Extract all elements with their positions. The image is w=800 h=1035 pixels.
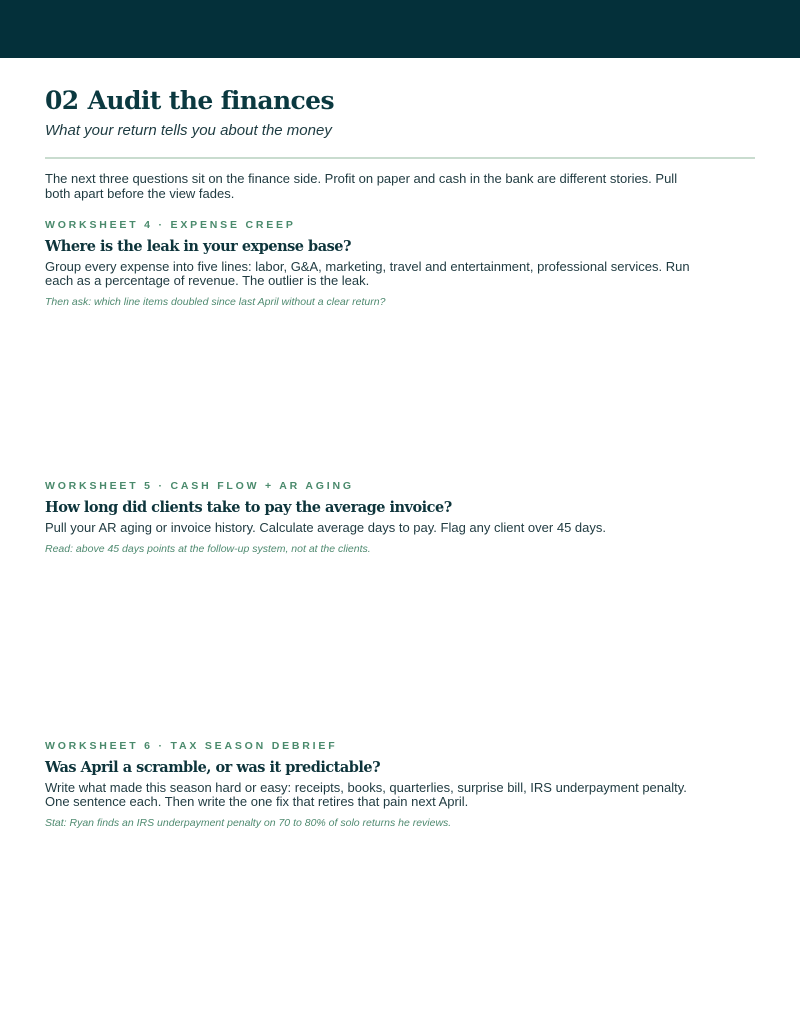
section-title-text: Audit the finances	[87, 86, 334, 115]
section-header	[45, 86, 755, 139]
worksheet-question: How long did clients take to pay the average invoice?	[45, 499, 452, 516]
worksheet-note: Then ask: which line items doubled since last April without a clear return?	[45, 296, 386, 308]
worksheet-question: Where is the leak in your expense base?	[45, 238, 351, 255]
section-intro: The next three questions sit on the finance side. Profit on paper and cash in the bank are different stories. Pull both apart before the view fades.	[45, 171, 678, 201]
worksheet-5	[45, 480, 745, 555]
worksheet-note: Read: above 45 days points at the follow-up system, not at the clients.	[45, 543, 371, 555]
worksheet-4	[45, 219, 745, 308]
section-divider	[45, 157, 755, 159]
top-header-band	[0, 0, 800, 58]
worksheet-body: Write what made this season hard or easy: receipts, books, quarterlies, surprise bill, IRS underpayment penalty. One sentence each. Then write the one fix that retires that pain next April.	[45, 780, 687, 809]
worksheet-6	[45, 740, 745, 829]
worksheet-eyebrow: WORKSHEET 5 · CASH FLOW + AR AGING	[45, 480, 354, 492]
worksheet-eyebrow: WORKSHEET 4 · EXPENSE CREEP	[45, 219, 296, 231]
worksheet-body: Pull your AR aging or invoice history. Calculate average days to pay. Flag any client over 45 days.	[45, 520, 606, 535]
section-number: 02	[45, 86, 79, 115]
worksheet-eyebrow: WORKSHEET 6 · TAX SEASON DEBRIEF	[45, 740, 338, 752]
worksheet-body: Group every expense into five lines: labor, G&A, marketing, travel and entertainment, professional services. Run each as a percentage of revenue. The outlier is the leak.	[45, 259, 690, 288]
worksheet-question: Was April a scramble, or was it predictable?	[45, 759, 381, 776]
section-title	[45, 86, 755, 115]
section-subtitle: What your return tells you about the money	[45, 122, 332, 139]
worksheet-note: Stat: Ryan finds an IRS underpayment penalty on 70 to 80% of solo returns he reviews.	[45, 817, 452, 829]
